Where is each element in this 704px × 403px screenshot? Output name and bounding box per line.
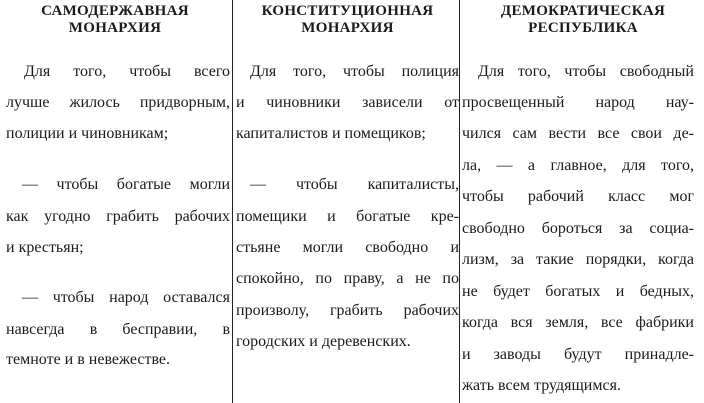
text-line: как угодно грабить рабочих (6, 208, 230, 225)
text-line: Для того, чтобы полиция (250, 63, 459, 80)
text-line: лучше жилось придворным, (6, 94, 230, 111)
text-line: — чтобы капиталисты, (250, 176, 459, 193)
heading-line: РЕСПУБЛИКА (528, 20, 638, 36)
text-line: навсегда в бесправии, в (6, 321, 230, 338)
text-line: городских и деревенских. (236, 333, 411, 350)
heading-line: МОНАРХИЯ (68, 20, 162, 36)
text-line: помещики и богатые кре- (236, 208, 459, 225)
text-line: стьяне могли свободно и (236, 239, 459, 256)
text-line: лизм, за такие порядки, когда (462, 251, 694, 268)
column-democratic-republic (462, 0, 704, 403)
column-heading (0, 0, 230, 44)
heading-line: КОНСТИТУЦИОННАЯ (261, 3, 434, 19)
text-line: и чиновники зависели от (236, 94, 459, 111)
text-line: — чтобы богатые могли (22, 176, 230, 193)
text-line: не будет богатых и бедных, (462, 283, 694, 300)
text-line: свободно бороться за социа- (462, 220, 694, 237)
heading-line: САМОДЕРЖАВНАЯ (41, 3, 189, 19)
column-autocracy (0, 0, 230, 403)
column-divider (459, 0, 460, 403)
text-line: капиталистов и помещиков; (236, 125, 426, 142)
text-line: чтобы рабочий класс мог (462, 188, 694, 205)
text-line: — чтобы народ оставался (22, 289, 230, 306)
text-line: Для того, чтобы всего (24, 63, 230, 80)
text-line: и заводы будут принадле- (462, 346, 694, 363)
text-line: чился сам вести все свои де- (462, 125, 694, 142)
column-heading (462, 0, 704, 44)
text-line: полиции и чиновникам; (6, 125, 169, 142)
column-heading (236, 0, 459, 44)
text-line: произволу, грабить рабочих (236, 302, 459, 319)
text-line: когда вся земля, все фабрики (462, 314, 694, 331)
text-line: ла, — а главное, для того, (462, 157, 694, 174)
text-line: просвещенный народ нау- (462, 94, 694, 111)
text-line: спокойно, по праву, а не по (236, 270, 459, 287)
text-line: и крестьян; (6, 239, 84, 256)
column-divider (232, 0, 233, 403)
heading-line: ДЕМОКРАТИЧЕСКАЯ (500, 3, 666, 19)
text-line: жать всем трудящимся. (462, 377, 621, 394)
text-line: темноте и в невежестве. (6, 351, 171, 368)
text-line: Для того, чтобы свободный (478, 63, 694, 80)
heading-line: МОНАРХИЯ (301, 20, 394, 36)
column-constitutional-monarchy (236, 0, 459, 403)
